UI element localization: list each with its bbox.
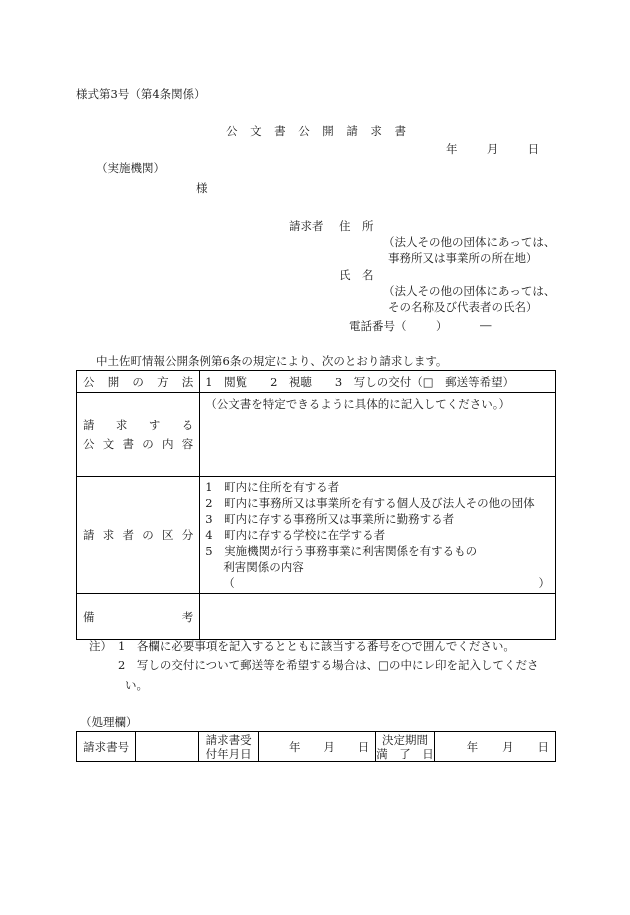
title-char: 公 — [298, 124, 310, 138]
category-label-cell: 請 求 者 の 区 分 — [77, 477, 200, 594]
interest-field[interactable]: （ ） — [223, 576, 550, 590]
phone-label: 電話番号（ — [349, 319, 407, 333]
decision-date-field[interactable]: 年 月 日 — [434, 732, 555, 762]
address-label: 住 所 — [339, 219, 374, 233]
title-char: 公 — [226, 124, 238, 138]
content-note: （公文書を特定できるように具体的に記入してください。） — [205, 397, 511, 411]
intro-text: 中土佐町情報公開条例第6条の規定により、次のとおり請求します。 — [96, 354, 448, 368]
method-options[interactable]: 1 閲覧 2 視聴 3 写しの交付（□ 郵送等希望） — [200, 371, 556, 393]
received-date-field[interactable]: 年 月 日 — [259, 732, 376, 762]
category-item[interactable]: 2 町内に事務所又は事業所を有する個人及び法人その他の団体 — [205, 496, 535, 510]
address-note: 事務所又は事業所の所在地） — [388, 251, 538, 265]
category-options[interactable] — [200, 477, 556, 594]
note-1: 1 各欄に必要事項を記入するとともに該当する番号を○で囲んでください。 — [118, 639, 515, 653]
note-2: 2 写しの交付について郵送等を希望する場合は、□の中にレ印を記入してくださ — [118, 658, 539, 672]
method-label-cell: 公 開 の 方 法 — [77, 371, 200, 393]
agency-label: （実施機関） — [96, 161, 165, 175]
category-item[interactable]: 1 町内に住所を有する者 — [205, 480, 340, 494]
requester-label: 請求者 — [289, 219, 324, 233]
request-no-field[interactable] — [136, 732, 199, 762]
title-char: 書 — [274, 124, 286, 138]
name-note: （法人その他の団体にあっては、 — [383, 284, 556, 298]
processing-table — [76, 731, 556, 762]
received-date-label: 請求書受 付年月日 — [199, 732, 259, 762]
decision-date-label: 決定期間 満 了 日 — [376, 732, 434, 761]
title-char: 書 — [394, 124, 406, 138]
sama-label: 様 — [196, 181, 208, 195]
interest-label: 利害関係の内容 — [223, 560, 304, 574]
content-field[interactable] — [200, 393, 556, 477]
phone-dash: ― — [480, 318, 492, 332]
form-number: 様式第3号（第4条関係） — [76, 87, 206, 101]
address-note: （法人その他の団体にあっては、 — [383, 235, 556, 249]
category-item[interactable]: 4 町内に存する学校に在学する者 — [205, 528, 386, 542]
name-label: 氏 名 — [339, 268, 374, 282]
phone-close: ） — [436, 319, 448, 333]
remarks-field[interactable] — [200, 594, 556, 640]
title-char: 請 — [346, 124, 358, 138]
request-no-label: 請求書号 — [77, 732, 136, 762]
content-label-cell: 請 求 す る 公 文 書 の 内 容 — [77, 393, 200, 477]
title-char: 開 — [322, 124, 334, 138]
name-note: その名称及び代表者の氏名） — [388, 300, 538, 314]
category-item[interactable]: 5 実施機関が行う事務事業に利害関係を有するもの — [205, 544, 478, 558]
request-table — [76, 370, 556, 640]
notes-prefix: 注） — [89, 639, 112, 653]
remarks-label-cell: 備 考 — [77, 594, 200, 640]
title-char: 求 — [370, 124, 382, 138]
note-2-cont: い。 — [125, 678, 148, 692]
category-item[interactable]: 3 町内に存する事務所又は事業所に勤務する者 — [205, 512, 455, 526]
document-title — [226, 123, 406, 139]
date-line: 年 月 日 — [446, 142, 540, 156]
title-char: 文 — [250, 124, 262, 138]
processing-label: （処理欄） — [80, 715, 138, 729]
